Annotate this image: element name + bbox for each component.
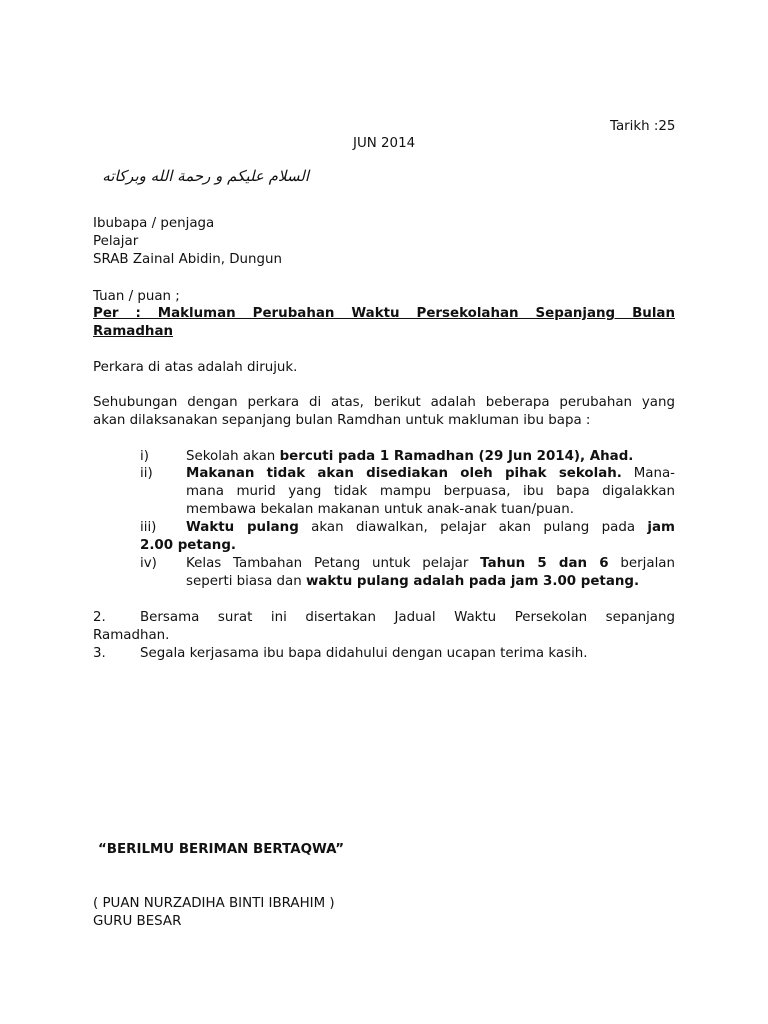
item-iv-line-2 (186, 573, 639, 591)
recipient-line-3: SRAB Zainal Abidin, Dungun (93, 252, 282, 267)
item-number-i: i) (140, 449, 149, 464)
item-ii-bold: Makanan tidak akan disediakan oleh pihak sekolah. (186, 466, 622, 481)
signatory-name: ( PUAN NURZADIHA BINTI IBRAHIM ) (93, 896, 335, 911)
item-ii-line-3: membawa bekalan makanan untuk anak-anak tuan/puan. (186, 502, 574, 517)
item-iv-bold-b: waktu pulang adalah pada jam 3.00 petang. (306, 574, 640, 589)
date-label: Tarikh :25 (610, 119, 676, 134)
subject-line-1: Per : Makluman Perubahan Waktu Persekolahan Sepanjang Bulan (93, 306, 675, 321)
item-i-bold: bercuti pada 1 Ramadhan (29 Jun 2014), Ahad. (279, 449, 634, 464)
item-iii-bold-b: jam (647, 520, 675, 535)
item-ii-line-2: mana murid yang tidak mampu berpuasa, ibu bapa digalakkan (186, 484, 675, 499)
item-number-iv: iv) (140, 556, 157, 571)
item-i-normal: Sekolah akan (186, 449, 280, 464)
item-iii-bold-c: 2.00 petang. (140, 538, 237, 553)
para-2-line-2: Ramadhan. (93, 628, 170, 643)
paragraph-2-line-2: akan dilaksanakan sepanjang bulan Ramdhan untuk makluman ibu bapa : (93, 413, 591, 428)
recipient-line-2: Pelajar (93, 234, 139, 249)
item-iv-normal-b: berjalan (608, 556, 675, 571)
item-number-iii: iii) (140, 520, 157, 535)
item-iii-line-2 (140, 537, 236, 555)
date-continuation: JUN 2014 (353, 136, 416, 151)
signatory-title: GURU BESAR (93, 914, 182, 929)
item-iv-line-1 (186, 555, 675, 573)
recipient-line-1: Ibubapa / penjaga (93, 216, 215, 231)
item-ii-normal: Mana- (621, 466, 675, 481)
para-3-line-1: Segala kerjasama ibu bapa didahului dengan ucapan terima kasih. (140, 646, 588, 661)
item-iii-line-1 (186, 519, 675, 537)
item-iv-bold-a: Tahun 5 dan 6 (480, 556, 609, 571)
item-iv-normal-a: Kelas Tambahan Petang untuk pelajar (186, 556, 481, 571)
para-number-3: 3. (93, 646, 106, 661)
item-i-text (186, 448, 633, 466)
para-number-2: 2. (93, 610, 106, 625)
item-number-ii: ii) (140, 466, 153, 481)
item-iii-normal: akan diawalkan, pelajar akan pulang pada (298, 520, 648, 535)
arabic-salutation: السلام عليكم و رحمة الله وبركاته (102, 167, 309, 185)
para-2-line-1: Bersama surat ini disertakan Jadual Waktu Persekolan sepanjang (140, 610, 675, 625)
item-iv-normal-c: seperti biasa dan (186, 574, 306, 589)
school-motto: “BERILMU BERIMAN BERTAQWA” (98, 842, 345, 857)
item-ii-line-1 (186, 465, 675, 483)
greeting: Tuan / puan ; (93, 289, 180, 304)
paragraph-2-line-1: Sehubungan dengan perkara di atas, berikut adalah beberapa perubahan yang (93, 395, 675, 410)
item-iii-bold-a: Waktu pulang (186, 520, 299, 535)
subject-line-2: Ramadhan (93, 324, 174, 339)
paragraph-1: Perkara di atas adalah dirujuk. (93, 360, 298, 375)
